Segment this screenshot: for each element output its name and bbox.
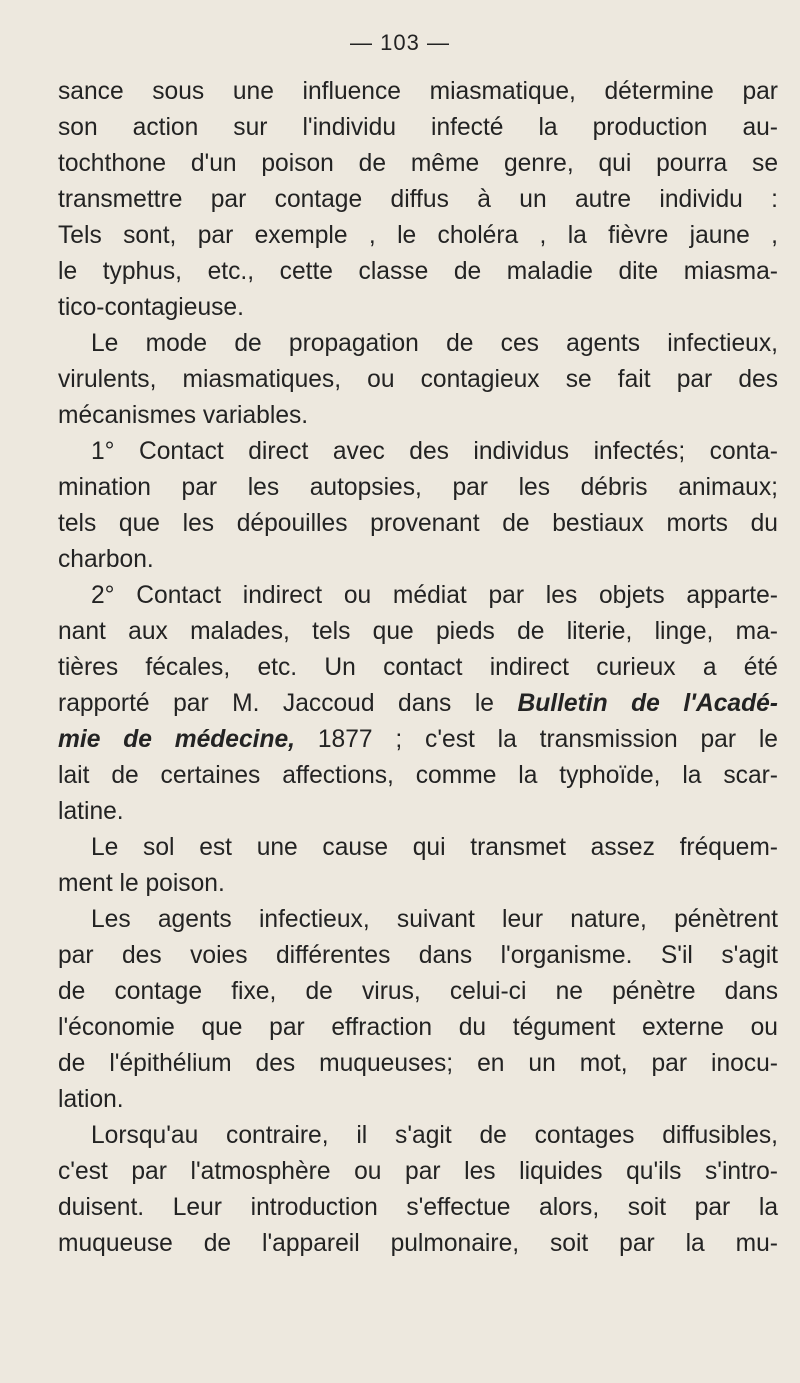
text-segment: rapporté par M. Jaccoud dans le: [58, 690, 518, 717]
text-line: charbon.: [58, 546, 154, 573]
text-line: virulents, miasmatiques, ou contagieux se fait par des: [58, 366, 778, 393]
text-line: latine.: [58, 798, 124, 825]
text-line: tières fécales, etc. Un contact indirect curieux a été: [58, 654, 778, 681]
journal-title-italic: mie de médecine,: [58, 726, 296, 753]
text-line: de contage fixe, de virus, celui-ci ne pénètre dans: [58, 978, 778, 1005]
text-line: sance sous une influence miasmatique, détermine par: [58, 78, 778, 105]
text-line: ment le poison.: [58, 870, 225, 897]
text-line: 2° Contact indirect ou médiat par les objets apparte-: [91, 582, 778, 609]
journal-title-italic: Bulletin de l'Acadé-: [517, 690, 779, 717]
text-line: tochthone d'un poison de même genre, qui pourra se: [58, 150, 778, 177]
body-text: [58, 74, 778, 1262]
text-line: de l'épithélium des muqueuses; en un mot, par inocu-: [58, 1050, 778, 1077]
text-line: transmettre par contage diffus à un autre individu :: [58, 186, 778, 213]
text-line: lait de certaines affections, comme la typhoïde, la scar-: [58, 762, 778, 789]
page-number: — 103 —: [350, 30, 450, 55]
text-line: [58, 722, 778, 758]
text-line: Les agents infectieux, suivant leur nature, pénètrent: [91, 906, 778, 933]
text-line: c'est par l'atmosphère ou par les liquides qu'ils s'intro-: [58, 1158, 778, 1185]
text-line: mécanismes variables.: [58, 402, 309, 429]
text-line: son action sur l'individu infecté la production au-: [58, 114, 778, 141]
text-line: nant aux malades, tels que pieds de literie, linge, ma-: [58, 618, 778, 645]
text-line: Tels sont, par exemple , le choléra , la fièvre jaune ,: [58, 222, 778, 249]
text-line: muqueuse de l'appareil pulmonaire, soit par la mu-: [58, 1230, 778, 1257]
text-line: tico-contagieuse.: [58, 294, 244, 321]
text-line: Le sol est une cause qui transmet assez fréquem-: [91, 834, 778, 861]
text-line: l'économie que par effraction du tégument externe ou: [58, 1014, 778, 1041]
text-line: par des voies différentes dans l'organisme. S'il s'agit: [58, 942, 778, 969]
text-segment: 1877 ; c'est la transmission par le: [295, 726, 778, 753]
text-line: [58, 686, 778, 722]
text-line: 1° Contact direct avec des individus infectés; conta-: [91, 438, 778, 465]
text-line: mination par les autopsies, par les débris animaux;: [58, 474, 778, 501]
text-line: Le mode de propagation de ces agents infectieux,: [91, 330, 778, 357]
text-line: le typhus, etc., cette classe de maladie dite miasma-: [58, 258, 778, 285]
text-line: Lorsqu'au contraire, il s'agit de contages diffusibles,: [91, 1122, 778, 1149]
text-line: tels que les dépouilles provenant de bestiaux morts du: [58, 510, 778, 537]
text-line: duisent. Leur introduction s'effectue alors, soit par la: [58, 1194, 778, 1221]
text-line: lation.: [58, 1086, 124, 1113]
